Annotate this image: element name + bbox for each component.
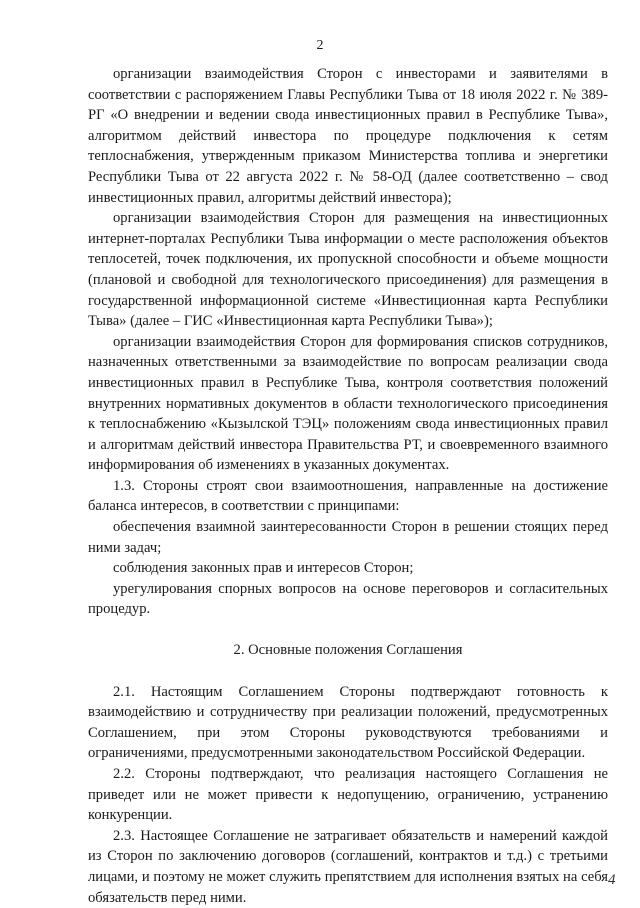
paragraph-clause-1-3: 1.3. Стороны строят свои взаимоотношения, направленные на достижение баланса интересов, в соответствии с принципами: xyxy=(88,477,608,515)
paragraph-staff-lists: организации взаимодействия Сторон для формирования списков сотрудников, назначенных ответственными за взаимодействие по вопросам реализации свода инвестиционных правил в Республике Тыва, контроля соответствия положений внутренних нормативных документов в области технологического присоединения к теплоснабжению «Кызылской ТЭЦ» положениям свода инвестиционных правил и алгоритмам действий инвестора Правительства РТ, и своевременного взаимного информирования об изменениях в указанных документах. xyxy=(88,333,608,474)
paragraph-principle-mutual-interest: обеспечения взаимной заинтересованности Сторон в решении стоящих перед ними задач; xyxy=(88,519,608,556)
paragraph-clause-2-2: 2.2. Стороны подтверждают, что реализация настоящего Соглашения не приведет или не может привести к недопущению, ограничению, устранению конкуренции. xyxy=(88,766,608,824)
paragraph-investment-portals: организации взаимодействия Сторон для размещения на инвестиционных интернет-порталах Республики Тыва информации о месте расположения объектов теплосетей, точек подключения, их пропускной способности и объеме мощности (плановой и свободной для технологического присоединения) для размещения в государственной информационной системе «Инвестиционная карта Республики Тыва» (далее – ГИС «Инвестиционная карта Республики Тыва»); xyxy=(88,210,608,330)
page-number: 2 xyxy=(316,38,324,53)
paragraph-principle-dispute-resolution: урегулирования спорных вопросов на основе переговоров и согласительных процедур. xyxy=(88,580,608,618)
section-heading: 2. Основные положения Соглашения xyxy=(233,642,463,659)
document-body xyxy=(88,64,608,908)
paragraph-clause-2-3: 2.3. Настоящее Соглашение не затрагивает обязательств и намерений каждой из Сторон по заключению договоров (соглашений, контрактов и т.д.) с третьими лицами, и поэтому не может служить препятствием для исполнения взятых на себя обязательств перед ними. xyxy=(88,827,608,906)
handwritten-page-mark: 4 xyxy=(608,872,616,888)
paragraph-investor-interaction: организации взаимодействия Сторон с инвесторами и заявителями в соответствии с распоряжением Главы Республики Тыва от 18 июля 2022 г. № 389-РГ «О внедрении и ведении свода инвестиционных правил в Республике Тыва», алгоритмом действий инвестора по процедуре подключения к сетям теплоснабжения, утвержденным приказом Министерства топлива и энергетики Республики Тыва от 22 августа 2022 г. № 58-ОД (далее соответственно – свод инвестиционных правил, алгоритмы действий инвестора); xyxy=(88,66,608,206)
paragraph-clause-2-1: 2.1. Настоящим Соглашением Стороны подтверждают готовность к взаимодействию и сотрудничеству при реализации положений, предусмотренных Соглашением, при этом Стороны руководствуются требованиями и ограничениями, предусмотренными законодательством Российской Федерации. xyxy=(88,683,608,762)
paragraph-principle-legal-rights: соблюдения законных прав и интересов Сторон; xyxy=(113,560,414,577)
